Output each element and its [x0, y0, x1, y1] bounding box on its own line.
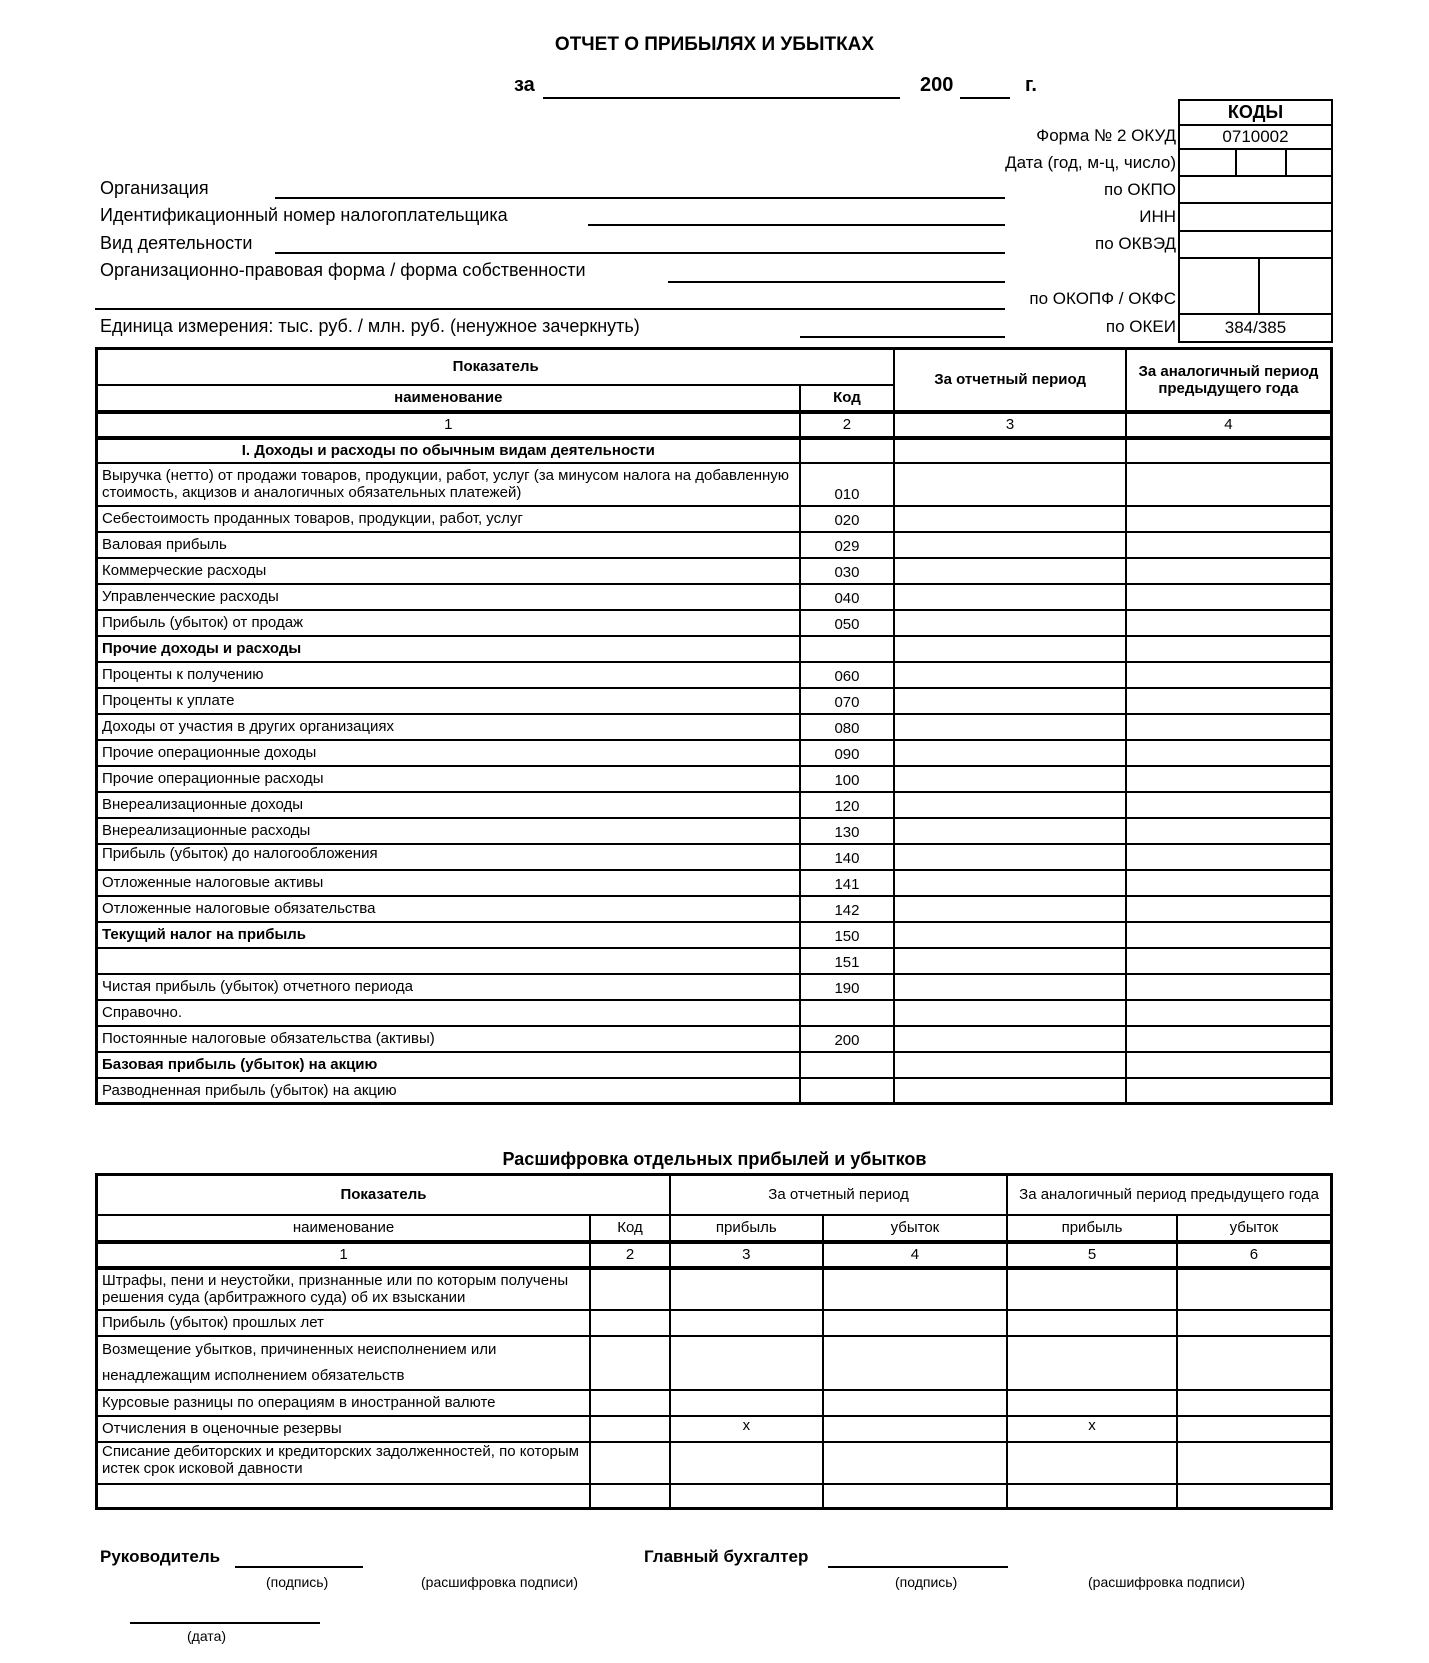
- detail-row: [97, 1268, 1332, 1310]
- detail-row: [97, 1336, 1332, 1390]
- row-name: Внереализационные доходы: [97, 792, 800, 818]
- detail-row-current-loss[interactable]: [823, 1268, 1008, 1310]
- okopf-cell[interactable]: [1180, 259, 1260, 313]
- okei-value[interactable]: 384/385: [1224, 318, 1287, 337]
- row-previous-value[interactable]: [1126, 1078, 1332, 1104]
- detail-table: [95, 1173, 1333, 1510]
- detail-row-previous-loss[interactable]: [1177, 1336, 1332, 1390]
- date-month-cell[interactable]: [1237, 150, 1287, 175]
- detail-row-current-profit[interactable]: [670, 1268, 823, 1310]
- row-name: Валовая прибыль: [97, 532, 800, 558]
- detail-row-current-loss[interactable]: [823, 1416, 1008, 1442]
- table-row: [97, 818, 1332, 844]
- row-previous-value[interactable]: [1126, 688, 1332, 714]
- detail-row-current-profit[interactable]: x: [670, 1416, 823, 1442]
- row-code: 030: [800, 558, 895, 584]
- detail-row-code[interactable]: [590, 1442, 670, 1484]
- row-current-value[interactable]: [894, 948, 1125, 974]
- organization-label: Организация: [100, 178, 209, 198]
- row-previous-value[interactable]: [1126, 974, 1332, 1000]
- row-current-value[interactable]: [894, 506, 1125, 532]
- row-code: 151: [800, 948, 895, 974]
- detail-row-code[interactable]: [590, 1390, 670, 1416]
- row-name: Прибыль (убыток) от продаж: [97, 610, 800, 636]
- row-previous-value[interactable]: [1126, 714, 1332, 740]
- detail-row-code[interactable]: [590, 1484, 670, 1509]
- okved-value[interactable]: [1180, 232, 1331, 259]
- row-previous-value[interactable]: [1126, 818, 1332, 844]
- row-code: 140: [800, 844, 895, 870]
- detail-header-code: Код: [590, 1215, 670, 1242]
- table-row: [97, 1000, 1332, 1026]
- row-previous-value[interactable]: [1126, 662, 1332, 688]
- detail-row-previous-profit[interactable]: [1007, 1310, 1177, 1336]
- header-current-period: За отчетный период: [894, 349, 1125, 412]
- table-row: [97, 688, 1332, 714]
- row-code: [800, 1000, 895, 1026]
- row-code: 150: [800, 922, 895, 948]
- table-row: [97, 1026, 1332, 1052]
- legal-form-field[interactable]: [668, 281, 1005, 283]
- detail-header-previous: За аналогичный период предыдущего года: [1007, 1175, 1331, 1215]
- row-code: 130: [800, 818, 895, 844]
- detail-row-name: [97, 1484, 591, 1509]
- table-row: [97, 506, 1332, 532]
- row-name: I. Доходы и расходы по обычным видам деятельности: [97, 438, 800, 463]
- header-previous-period: За аналогичный период предыдущего года: [1126, 349, 1332, 412]
- row-code: 142: [800, 896, 895, 922]
- detail-header-indicator: Показатель: [97, 1175, 670, 1215]
- row-previous-value[interactable]: [1126, 896, 1332, 922]
- date-label: Дата (год, м-ц, число): [1005, 153, 1176, 172]
- detail-row-current-loss[interactable]: [823, 1484, 1008, 1509]
- inn-field-label: Идентификационный номер налогоплательщика: [100, 205, 508, 225]
- detail-row-current-profit[interactable]: [670, 1336, 823, 1390]
- detail-col-num-4: 4: [823, 1242, 1008, 1268]
- table-row: [97, 636, 1332, 662]
- row-code: [800, 1078, 895, 1104]
- detail-row-name: Отчисления в оценочные резервы: [97, 1416, 591, 1442]
- row-name: Доходы от участия в других организациях: [97, 714, 800, 740]
- detail-row-code[interactable]: [590, 1268, 670, 1310]
- detail-row-code[interactable]: [590, 1336, 670, 1390]
- accountant-signature-field[interactable]: [828, 1566, 1008, 1568]
- row-previous-value[interactable]: [1126, 1026, 1332, 1052]
- detail-row-name: Курсовые разницы по операциям в иностранной валюте: [97, 1390, 591, 1416]
- table-row: [97, 438, 1332, 463]
- row-code: 120: [800, 792, 895, 818]
- date-year-cell[interactable]: [1180, 150, 1237, 175]
- row-current-value[interactable]: [894, 870, 1125, 896]
- row-current-value[interactable]: [894, 714, 1125, 740]
- col-num-2: 2: [800, 412, 895, 438]
- okei-label: по ОКЕИ: [1105, 317, 1176, 336]
- inn-label: ИНН: [1139, 207, 1176, 226]
- row-code: [800, 636, 895, 662]
- row-previous-value[interactable]: [1126, 584, 1332, 610]
- detail-row-name: Возмещение убытков, причиненных неисполнением или ненадлежащим исполнением обязательств: [97, 1336, 591, 1390]
- codes-box: [1178, 99, 1333, 343]
- detail-row-current-profit[interactable]: [670, 1390, 823, 1416]
- table-row: [97, 740, 1332, 766]
- detail-col-num-6: 6: [1177, 1242, 1332, 1268]
- detail-row-current-profit[interactable]: [670, 1484, 823, 1509]
- detail-header-name: наименование: [97, 1215, 591, 1242]
- row-current-value[interactable]: [894, 766, 1125, 792]
- row-name: Прочие доходы и расходы: [97, 636, 800, 662]
- okopf-cells: [1180, 259, 1331, 315]
- okud-value[interactable]: 0710002: [1180, 126, 1331, 150]
- organization-field[interactable]: [275, 197, 1005, 199]
- detail-header-current-loss: убыток: [823, 1215, 1008, 1242]
- inn-value[interactable]: [1180, 204, 1331, 232]
- okfs-cell[interactable]: [1260, 259, 1331, 313]
- row-current-value[interactable]: [894, 1026, 1125, 1052]
- row-code: [800, 1052, 895, 1078]
- detail-row-name: Штрафы, пени и неустойки, признанные или по которым получены решения суда (арбитражного суда) об их взыскании: [97, 1268, 591, 1310]
- row-code: 141: [800, 870, 895, 896]
- row-code: 029: [800, 532, 895, 558]
- table-row: [97, 974, 1332, 1000]
- detail-row-code[interactable]: [590, 1416, 670, 1442]
- row-name: Текущий налог на прибыль: [97, 922, 800, 948]
- inn-field[interactable]: [588, 224, 1005, 226]
- period-field[interactable]: [543, 97, 900, 99]
- report-title: ОТЧЕТ О ПРИБЫЛЯХ И УБЫТКАХ: [554, 34, 875, 55]
- detail-row-code[interactable]: [590, 1310, 670, 1336]
- detail-row-current-profit[interactable]: [670, 1442, 823, 1484]
- row-current-value[interactable]: [894, 610, 1125, 636]
- detail-row-previous-profit[interactable]: [1007, 1390, 1177, 1416]
- row-previous-value[interactable]: [1126, 438, 1332, 463]
- row-code: 040: [800, 584, 895, 610]
- head-label: Руководитель: [100, 1547, 221, 1566]
- row-current-value[interactable]: [894, 1052, 1125, 1078]
- detail-header-previous-profit: прибыль: [1007, 1215, 1177, 1242]
- row-previous-value[interactable]: [1126, 610, 1332, 636]
- row-previous-value[interactable]: [1126, 740, 1332, 766]
- row-current-value[interactable]: [894, 844, 1125, 870]
- table-row: [97, 844, 1332, 870]
- row-name: Прочие операционные доходы: [97, 740, 800, 766]
- detail-row: [97, 1416, 1332, 1442]
- detail-row: [97, 1390, 1332, 1416]
- row-name: Чистая прибыль (убыток) отчетного периода: [97, 974, 800, 1000]
- detail-row-current-loss[interactable]: [823, 1442, 1008, 1484]
- detail-col-num-1: 1: [97, 1242, 591, 1268]
- head-signature-field[interactable]: [235, 1566, 363, 1568]
- activity-field[interactable]: [275, 252, 1005, 254]
- detail-header-current: За отчетный период: [670, 1175, 1007, 1215]
- detail-row-previous-profit[interactable]: [1007, 1442, 1177, 1484]
- unit-field[interactable]: [800, 336, 1005, 338]
- detail-row-current-profit[interactable]: [670, 1310, 823, 1336]
- row-previous-value[interactable]: [1126, 792, 1332, 818]
- row-name: Базовая прибыль (убыток) на акцию: [97, 1052, 800, 1078]
- detail-row-name: Прибыль (убыток) прошлых лет: [97, 1310, 591, 1336]
- row-previous-value[interactable]: [1126, 922, 1332, 948]
- table-row: [97, 714, 1332, 740]
- detail-row-previous-loss[interactable]: [1177, 1310, 1332, 1336]
- row-code: 090: [800, 740, 895, 766]
- table-row: [97, 584, 1332, 610]
- row-previous-value[interactable]: [1126, 766, 1332, 792]
- row-name: Проценты к получению: [97, 662, 800, 688]
- income-statement-table: [95, 347, 1333, 1105]
- row-name: [97, 948, 800, 974]
- year-field[interactable]: [960, 97, 1010, 99]
- accountant-decode-hint: (расшифровка подписи): [1088, 1574, 1246, 1590]
- period-prefix: за: [514, 74, 535, 96]
- row-name: Прочие операционные расходы: [97, 766, 800, 792]
- date-day-cell[interactable]: [1287, 150, 1331, 175]
- detail-table-title: Расшифровка отдельных прибылей и убытков: [502, 1149, 927, 1169]
- row-name: Проценты к уплате: [97, 688, 800, 714]
- row-code: 200: [800, 1026, 895, 1052]
- row-current-value[interactable]: [894, 688, 1125, 714]
- row-current-value[interactable]: [894, 740, 1125, 766]
- row-code: 010: [800, 463, 895, 506]
- row-previous-value[interactable]: [1126, 558, 1332, 584]
- row-code: [800, 438, 895, 463]
- table-row: [97, 766, 1332, 792]
- unit-label: Единица измерения: тыс. руб. / млн. руб. (ненужное зачеркнуть): [100, 316, 640, 336]
- year-suffix: г.: [1025, 74, 1037, 96]
- detail-row: [97, 1442, 1332, 1484]
- row-name: Отложенные налоговые активы: [97, 870, 800, 896]
- row-current-value[interactable]: [894, 558, 1125, 584]
- detail-row-previous-loss[interactable]: [1177, 1442, 1332, 1484]
- table-row: [97, 662, 1332, 688]
- table-row: [97, 896, 1332, 922]
- codes-title: КОДЫ: [1180, 101, 1331, 126]
- date-cells: [1180, 150, 1331, 177]
- row-current-value[interactable]: [894, 896, 1125, 922]
- table-row: [97, 558, 1332, 584]
- row-name: Коммерческие расходы: [97, 558, 800, 584]
- table-row: [97, 870, 1332, 896]
- row-name: Справочно.: [97, 1000, 800, 1026]
- detail-col-num-5: 5: [1007, 1242, 1177, 1268]
- okud-label: Форма № 2 ОКУД: [1036, 126, 1176, 145]
- row-code: 020: [800, 506, 895, 532]
- row-previous-value[interactable]: [1126, 844, 1332, 870]
- accountant-signature-hint: (подпись): [895, 1574, 958, 1590]
- detail-row-previous-loss[interactable]: [1177, 1390, 1332, 1416]
- header-indicator: Показатель: [97, 349, 895, 385]
- row-current-value[interactable]: [894, 1000, 1125, 1026]
- table-row: [97, 1052, 1332, 1078]
- year-prefix: 200: [920, 74, 954, 96]
- table-row: [97, 610, 1332, 636]
- detail-row-current-loss[interactable]: [823, 1336, 1008, 1390]
- row-name: Разводненная прибыль (убыток) на акцию: [97, 1078, 800, 1104]
- row-current-value[interactable]: [894, 922, 1125, 948]
- detail-header-current-profit: прибыль: [670, 1215, 823, 1242]
- table-row: [97, 922, 1332, 948]
- row-previous-value[interactable]: [1126, 1000, 1332, 1026]
- okpo-value[interactable]: [1180, 177, 1331, 204]
- table-row: [97, 1078, 1332, 1104]
- header-name: наименование: [97, 385, 800, 412]
- row-name: Постоянные налоговые обязательства (активы): [97, 1026, 800, 1052]
- row-code: 070: [800, 688, 895, 714]
- detail-row-current-loss[interactable]: [823, 1390, 1008, 1416]
- row-current-value[interactable]: [894, 438, 1125, 463]
- detail-row-previous-loss[interactable]: [1177, 1416, 1332, 1442]
- row-current-value[interactable]: [894, 636, 1125, 662]
- detail-row-previous-loss[interactable]: [1177, 1268, 1332, 1310]
- detail-col-num-3: 3: [670, 1242, 823, 1268]
- row-current-value[interactable]: [894, 662, 1125, 688]
- date-hint: (дата): [187, 1628, 227, 1644]
- row-previous-value[interactable]: [1126, 870, 1332, 896]
- table-row: [97, 792, 1332, 818]
- row-previous-value[interactable]: [1126, 636, 1332, 662]
- legal-form-field-line2[interactable]: [95, 308, 1005, 310]
- detail-row-previous-profit[interactable]: [1007, 1484, 1177, 1509]
- row-current-value[interactable]: [894, 532, 1125, 558]
- row-name: Прибыль (убыток) до налогообложения: [97, 844, 800, 870]
- table-row: [97, 463, 1332, 506]
- row-name: Управленческие расходы: [97, 584, 800, 610]
- row-previous-value[interactable]: [1126, 506, 1332, 532]
- detail-row-previous-profit[interactable]: x: [1007, 1416, 1177, 1442]
- row-previous-value[interactable]: [1126, 1052, 1332, 1078]
- okpo-label: по ОКПО: [1104, 180, 1176, 199]
- row-code: 060: [800, 662, 895, 688]
- detail-row-name: Списание дебиторских и кредиторских задолженностей, по которым истек срок исковой давности: [97, 1442, 591, 1484]
- date-field[interactable]: [130, 1622, 320, 1624]
- detail-row-previous-profit[interactable]: [1007, 1268, 1177, 1310]
- row-current-value[interactable]: [894, 584, 1125, 610]
- col-num-4: 4: [1126, 412, 1332, 438]
- row-name: Внереализационные расходы: [97, 818, 800, 844]
- detail-col-num-2: 2: [590, 1242, 670, 1268]
- row-current-value[interactable]: [894, 792, 1125, 818]
- legal-form-label: Организационно-правовая форма / форма собственности: [100, 260, 586, 280]
- detail-row-previous-loss[interactable]: [1177, 1484, 1332, 1509]
- detail-row-previous-profit[interactable]: [1007, 1336, 1177, 1390]
- row-previous-value[interactable]: [1126, 463, 1332, 506]
- col-num-1: 1: [97, 412, 800, 438]
- okved-label: по ОКВЭД: [1094, 234, 1176, 253]
- row-name: Отложенные налоговые обязательства: [97, 896, 800, 922]
- header-code: Код: [800, 385, 895, 412]
- accountant-label: Главный бухгалтер: [644, 1547, 809, 1566]
- detail-row: [97, 1310, 1332, 1336]
- detail-header-previous-loss: убыток: [1177, 1215, 1332, 1242]
- detail-row: [97, 1484, 1332, 1509]
- col-num-3: 3: [894, 412, 1125, 438]
- row-previous-value[interactable]: [1126, 948, 1332, 974]
- row-current-value[interactable]: [894, 1078, 1125, 1104]
- row-code: 100: [800, 766, 895, 792]
- head-signature-hint: (подпись): [266, 1574, 329, 1590]
- row-previous-value[interactable]: [1126, 532, 1332, 558]
- table-row: [97, 532, 1332, 558]
- row-current-value[interactable]: [894, 818, 1125, 844]
- row-name: Себестоимость проданных товаров, продукции, работ, услуг: [97, 506, 800, 532]
- activity-label: Вид деятельности: [100, 233, 253, 253]
- detail-row-current-loss[interactable]: [823, 1310, 1008, 1336]
- head-decode-hint: (расшифровка подписи): [421, 1574, 579, 1590]
- row-current-value[interactable]: [894, 463, 1125, 506]
- row-code: 190: [800, 974, 895, 1000]
- table-row: [97, 948, 1332, 974]
- row-current-value[interactable]: [894, 974, 1125, 1000]
- row-name: Выручка (нетто) от продажи товаров, продукции, работ, услуг (за минусом налога на добавленную стоимость, акцизов и аналогичных обязательных платежей): [97, 463, 800, 506]
- okopf-label: по ОКОПФ / ОКФС: [1029, 289, 1176, 308]
- row-code: 080: [800, 714, 895, 740]
- row-code: 050: [800, 610, 895, 636]
